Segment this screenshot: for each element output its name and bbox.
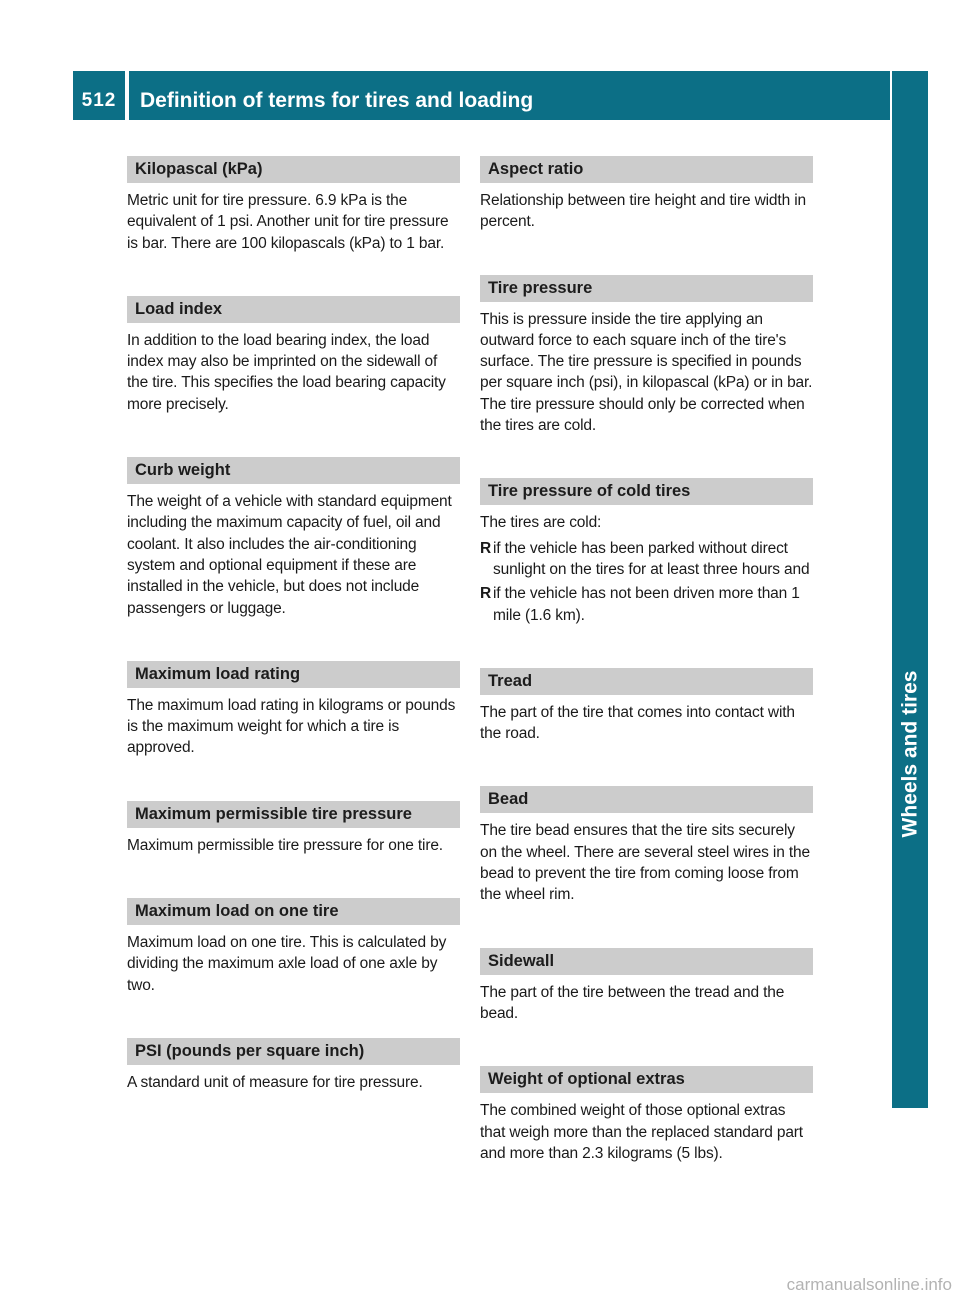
section-heading: Maximum load on one tire — [127, 898, 460, 925]
section-heading: Maximum permissible tire pressure — [127, 801, 460, 828]
bullet-list — [480, 538, 813, 626]
definition-tire-pressure — [480, 275, 813, 437]
list-item-text: if the vehicle has been parked without direct sunlight on the tires for at least three hours and — [493, 539, 810, 578]
page-number: 512 — [81, 90, 117, 111]
watermark-link[interactable]: carmanualsonline.info — [786, 1275, 952, 1294]
definition-aspect-ratio — [480, 156, 813, 233]
section-heading: Maximum load rating — [127, 661, 460, 688]
section-heading: Aspect ratio — [480, 156, 813, 183]
definition-kilopascal — [127, 156, 460, 254]
definition-maximum-permissible-tire-pressure — [127, 801, 460, 856]
page-header — [73, 71, 890, 120]
list-item-text: if the vehicle has not been driven more than 1 mile (1.6 km). — [493, 585, 800, 624]
list-item — [480, 538, 813, 581]
section-body: This is pressure inside the tire applying an outward force to each square inch of the tire's surface. The tire pressure is specified in pounds per square inch (psi), in kilopascal (kPa) or in bar. The tire pressure should only be corrected when the tires are cold. — [480, 310, 813, 435]
section-body: A standard unit of measure for tire pressure. — [127, 1073, 423, 1091]
definition-cold-tires — [480, 478, 813, 625]
section-body: In addition to the load bearing index, the load index may also be imprinted on the sidewall of the tire. This specifies the load bearing capacity more precisely. — [127, 331, 446, 413]
section-body: The combined weight of those optional extras that weigh more than the replaced standard part and more than 2.3 kilograms (5 lbs). — [480, 1102, 803, 1162]
left-column — [127, 156, 460, 1135]
definition-curb-weight — [127, 457, 460, 619]
section-body: Maximum load on one tire. This is calculated by dividing the maximum axle load of one axle by two. — [127, 934, 447, 994]
section-body: Metric unit for tire pressure. 6.9 kPa is the equivalent of 1 psi. Another unit for tire pressure is bar. There are 100 kilopascals (kPa) to 1 bar. — [127, 192, 449, 252]
header-divider — [125, 71, 129, 120]
section-heading: Tread — [480, 668, 813, 695]
section-body: The part of the tire that comes into contact with the road. — [480, 703, 795, 743]
definition-optional-extras — [480, 1066, 813, 1164]
section-heading: Tire pressure of cold tires — [480, 478, 813, 505]
definition-tread — [480, 668, 813, 745]
definition-sidewall — [480, 948, 813, 1025]
list-item — [480, 583, 813, 626]
section-body: The part of the tire between the tread and the bead. — [480, 983, 785, 1022]
section-heading: Tire pressure — [480, 275, 813, 302]
definition-maximum-load-one-tire — [127, 898, 460, 996]
section-heading: Load index — [127, 296, 460, 323]
section-body: The maximum load rating in kilograms or pounds is the maximum weight for which a tire is approved. — [127, 696, 456, 757]
section-heading: Bead — [480, 786, 813, 813]
definition-maximum-load-rating — [127, 661, 460, 759]
section-body: The tires are cold: — [480, 514, 602, 532]
definition-psi — [127, 1038, 460, 1093]
section-heading: Sidewall — [480, 948, 813, 975]
section-heading: Kilopascal (kPa) — [127, 156, 460, 183]
section-heading: Weight of optional extras — [480, 1066, 813, 1093]
right-column — [480, 156, 813, 1206]
bullet-marker: R — [480, 585, 492, 603]
chapter-label — [892, 670, 928, 838]
chapter-side-tab — [892, 71, 928, 1108]
bullet-marker: R — [480, 539, 492, 557]
page-title: Definition of terms for tires and loading — [140, 89, 534, 112]
section-body: Relationship between tire height and tire width in percent. — [480, 192, 806, 231]
section-heading: Curb weight — [127, 457, 460, 484]
definition-bead — [480, 786, 813, 905]
section-heading: PSI (pounds per square inch) — [127, 1038, 460, 1065]
section-body: Maximum permissible tire pressure for one tire. — [127, 836, 443, 854]
section-body: The tire bead ensures that the tire sits securely on the wheel. There are several steel wires in the bead to prevent the tire from coming loose from the wheel rim. — [480, 822, 810, 904]
section-body: The weight of a vehicle with standard equipment including the maximum capacity of fuel, oil and coolant. It also includes the air-conditioning system and optional equipment if these are installed in the vehicle, but does not include passengers or luggage. — [127, 493, 452, 617]
definition-load-index — [127, 296, 460, 415]
chapter-label-text: Wheels and tires — [898, 670, 922, 838]
